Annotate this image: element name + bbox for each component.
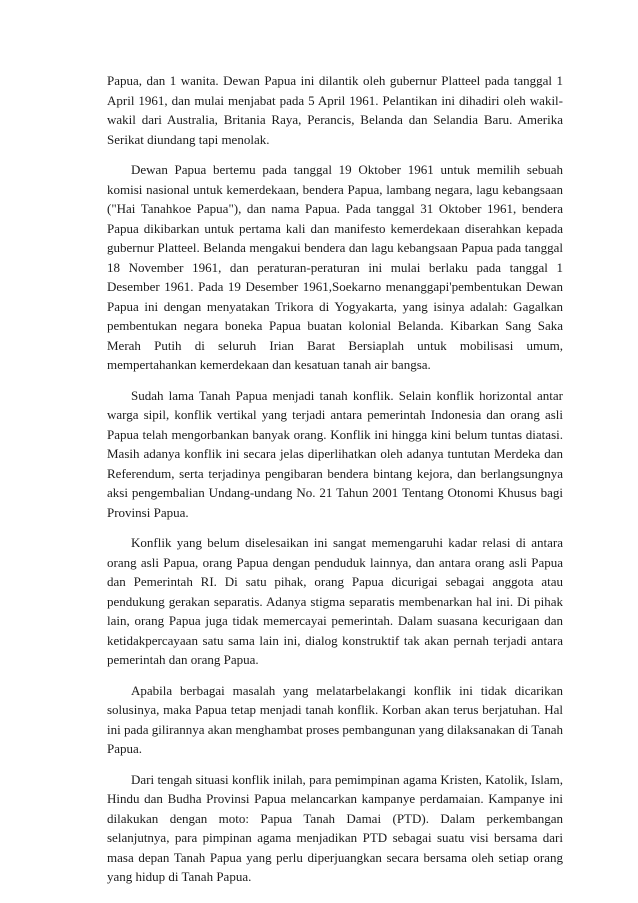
paragraph-relasi: Konflik yang belum diselesaikan ini sangat memengaruhi kadar relasi di antara orang asli Papua, orang Papua dengan penduduk lainnya, dan antara orang asli Papua dan Pemerintah RI. Di satu pihak, orang Papua dicurigai sebagai anggota atau pendukung gerakan separatis. Adanya stigma separatis membenarkan hal ini. Di pihak lain, orang Papua juga tidak memercayai pemerintah. Dalam suasana kecurigaan dan ketidakpercayaan satu sama lain ini, dialog konstruktif tak akan pernah terjadi antara pemerintah dan orang Papua.	[107, 535, 563, 667]
paragraph-tanah-konflik: Sudah lama Tanah Papua menjadi tanah konflik. Selain konflik horizontal antar warga sipil, konflik vertikal yang terjadi antara pemerintah Indonesia dan orang asli Papua telah mengorbankan banyak orang. Konflik ini hingga kini belum tuntas diatasi. Masih adanya konflik ini secara jelas diperlihatkan oleh adanya tuntutan Merdeka dan Referendum, serta terjadinya pengibaran bendera bintang kejora, dan berlangsungnya aksi pengembalian Undang-undang No. 21 Tahun 2001 Tentang Otonomi Khusus bagi Provinsi Papua.	[107, 387, 563, 520]
paragraph-masalah: Apabila berbagai masalah yang melatarbelakangi konflik ini tidak dicarikan solusinya, maka Papua tetap menjadi tanah konflik. Korban akan terus berjatuhan. Hal ini pada gilirannya akan menghambat proses pembangunan yang dilaksanakan di Tanah Papua.	[107, 682, 563, 756]
paragraph-dewan-papua: Dewan Papua bertemu pada tanggal 19 Oktober 1961 untuk memilih sebuah komisi nasional untuk kemerdekaan, bendera Papua, lambang negara, lagu kebangsaan ("Hai Tanahkoe Papua"), dan nama Papua. Pada tanggal 31 Oktober 1961, bendera Papua dikibarkan untuk pertama kali dan manifesto kemerdekaan diserahkan kepada gubernur Platteel. Belanda mengakui bendera dan lagu kebangsaan Papua pada tanggal 18 November 1961, dan peraturan-peraturan ini mulai berlaku pada tanggal 1 Desember 1961. Pada 19 Desember 1961,Soekarno menanggapi'pembentukan Dewan Papua ini dengan menyatakan Trikora di Yogyakarta, yang isinya adalah: Gagalkan pembentukan negara boneka Papua buatan kolonial Belanda. Kibarkan Sang Saka Merah Putih di seluruh Irian Barat Bersiaplah untuk mobilisasi umum, mempertahankan kemerdekaan dan kesatuan tanah air bangsa.	[107, 162, 563, 372]
document-page	[107, 71, 563, 898]
paragraph-continuation: Papua, dan 1 wanita. Dewan Papua ini dilantik oleh gubernur Platteel pada tanggal 1 April 1961, dan mulai menjabat pada 5 April 1961. Pelantikan ini dihadiri oleh wakil-wakil dari Australia, Britania Raya, Perancis, Belanda dan Selandia Baru. Amerika Serikat diundang tapi menolak.	[107, 73, 563, 147]
paragraph-perdamaian: Dari tengah situasi konflik inilah, para pemimpinan agama Kristen, Katolik, Islam, Hindu dan Budha Provinsi Papua melancarkan kampanye perdamaian. Kampanye ini dilakukan dengan moto: Papua Tanah Damai (PTD). Dalam perkembangan selanjutnya, para pimpinan agama menjadikan PTD sebagai suatu visi bersama dari masa depan Tanah Papua yang perlu diperjuangkan secara bersama oleh setiap orang yang hidup di Tanah Papua.	[107, 771, 563, 884]
